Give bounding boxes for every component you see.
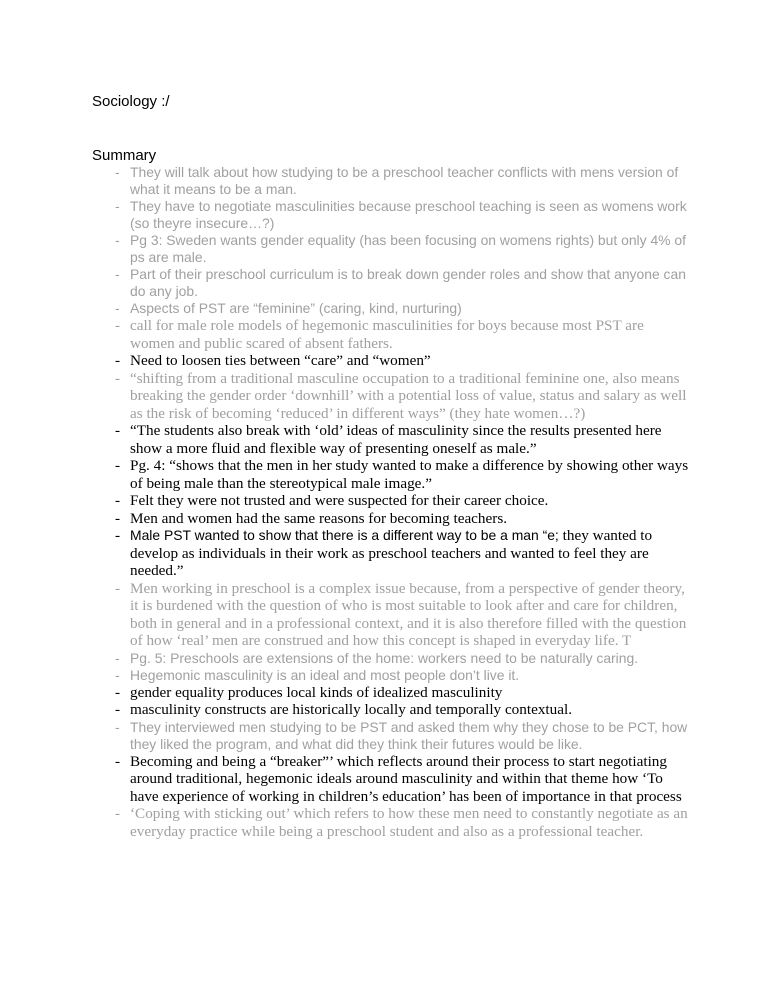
bullet-dash: - [115, 457, 121, 474]
bullet-dash: - [115, 300, 120, 316]
bullet-dash: - [115, 164, 120, 180]
list-item-text: they wanted to develop as individuals in their work as preschool teachers and wanted to feel they are needed.” [130, 527, 653, 579]
list-item-text-sans: Male PST wanted to show that there is a different way to be a man “e; [130, 527, 563, 543]
bullet-dash: - [115, 718, 120, 735]
list-item-text: call for male role models of hegemonic masculinities for boys because most PST are women and public scared of absent fathers. [130, 317, 644, 352]
list-item [92, 805, 692, 840]
list-item-text: “shifting from a traditional masculine occupation to a traditional feminine one, also means breaking the gender order ‘downhill’ with a potential loss of value, status and salary as well as the risk of becoming ‘reduced’ in different ways” (they hate women…?) [130, 369, 687, 422]
list-item [92, 492, 692, 510]
list-item [92, 753, 692, 806]
list-item-text: Felt they were not trusted and were suspected for their career choice. [130, 492, 549, 509]
bullet-dash: - [115, 422, 121, 439]
list-item-text: Part of their preschool curriculum is to break down gender roles and show that anyone can do any job. [130, 266, 686, 299]
list-item [92, 667, 692, 684]
bullet-dash: - [115, 352, 121, 369]
list-item [92, 701, 692, 719]
list-item-text: Men working in preschool is a complex issue because, from a perspective of gender theory, it is burdened with the question of who is most suitable to look after and care for children, both in general and in a professional context, and it is also therefore filled with the question of how ‘real’ men are construed and how this concept is shaped in everyday life. T [130, 579, 687, 649]
list-item [92, 317, 692, 352]
list-item-text: Pg. 4: “shows that the men in her study wanted to make a difference by showing other ways of being male than the stereotypical male image.” [130, 457, 689, 492]
list-item-text: Need to loosen ties between “care” and “women” [130, 352, 431, 369]
list-item [92, 510, 692, 528]
list-item [92, 422, 692, 457]
list-item-text: Becoming and being a “breaker”’ which reflects around their process to start negotiating around traditional, hegemonic ideals around masculinity and within that theme how ‘To have experience of working in children’s education’ has been of importance in that process [130, 752, 682, 805]
bullet-dash: - [115, 683, 121, 701]
list-item-text: Pg. 5: Preschools are extensions of the home: workers need to be naturally caring. [130, 649, 639, 666]
bullet-dash: - [115, 701, 121, 718]
list-item [92, 370, 692, 423]
list-item-text: Aspects of PST are “feminine” (caring, kind, nurturing) [130, 300, 462, 316]
list-item-text: Pg 3: Sweden wants gender equality (has been focusing on womens rights) but only 4% of ps are male. [130, 232, 686, 265]
bullet-dash: - [115, 317, 121, 334]
list-item [92, 266, 692, 300]
list-item [92, 527, 692, 580]
bullet-dash: - [115, 266, 120, 282]
list-item [92, 580, 692, 650]
list-item [92, 719, 692, 753]
bullet-dash: - [115, 509, 121, 527]
list-item-text: They interviewed men studying to be PST and asked them why they chose to be PCT, how they liked the program, and what did they think their futures would be like. [130, 718, 688, 752]
bullet-dash: - [115, 805, 121, 822]
document-title: Sociology :/ [92, 93, 170, 110]
bullet-list [92, 164, 692, 840]
bullet-dash: - [115, 752, 121, 770]
list-item [92, 198, 692, 232]
list-item [92, 164, 692, 198]
list-item-text: “The students also break with ‘old’ ideas of masculinity since the results presented here show a more fluid and flexible way of presenting oneself as male.” [130, 422, 662, 457]
list-item [92, 232, 692, 266]
bullet-dash: - [115, 492, 121, 509]
list-item [92, 650, 692, 667]
section-heading: Summary [92, 147, 157, 164]
list-item [92, 300, 692, 317]
list-item [92, 352, 692, 370]
list-item-text: They will talk about how studying to be a preschool teacher conflicts with mens version of what it means to be a man. [130, 164, 679, 197]
bullet-dash: - [115, 649, 120, 666]
bullet-dash: - [115, 369, 121, 387]
bullet-dash: - [115, 666, 120, 683]
list-item-text: Hegemonic masculinity is an ideal and most people don’t live it. [130, 666, 520, 683]
bullet-dash: - [115, 579, 121, 597]
list-item-text: ‘Coping with sticking out’ which refers to how these men need to constantly negotiate as an everyday practice while being a preschool student and also as a professional teacher. [130, 805, 688, 840]
list-item-text: Men and women had the same reasons for becoming teachers. [130, 509, 508, 527]
bullet-dash: - [115, 198, 120, 214]
bullet-dash: - [115, 527, 121, 544]
list-item [92, 684, 692, 702]
bullet-dash: - [115, 232, 120, 248]
list-item [92, 457, 692, 492]
list-item-text: They have to negotiate masculinities because preschool teaching is seen as womens work (so theyre insecure…?) [130, 198, 687, 231]
list-item-text: masculinity constructs are historically locally and temporally contextual. [130, 701, 572, 718]
list-item-text: gender equality produces local kinds of idealized masculinity [130, 683, 503, 701]
